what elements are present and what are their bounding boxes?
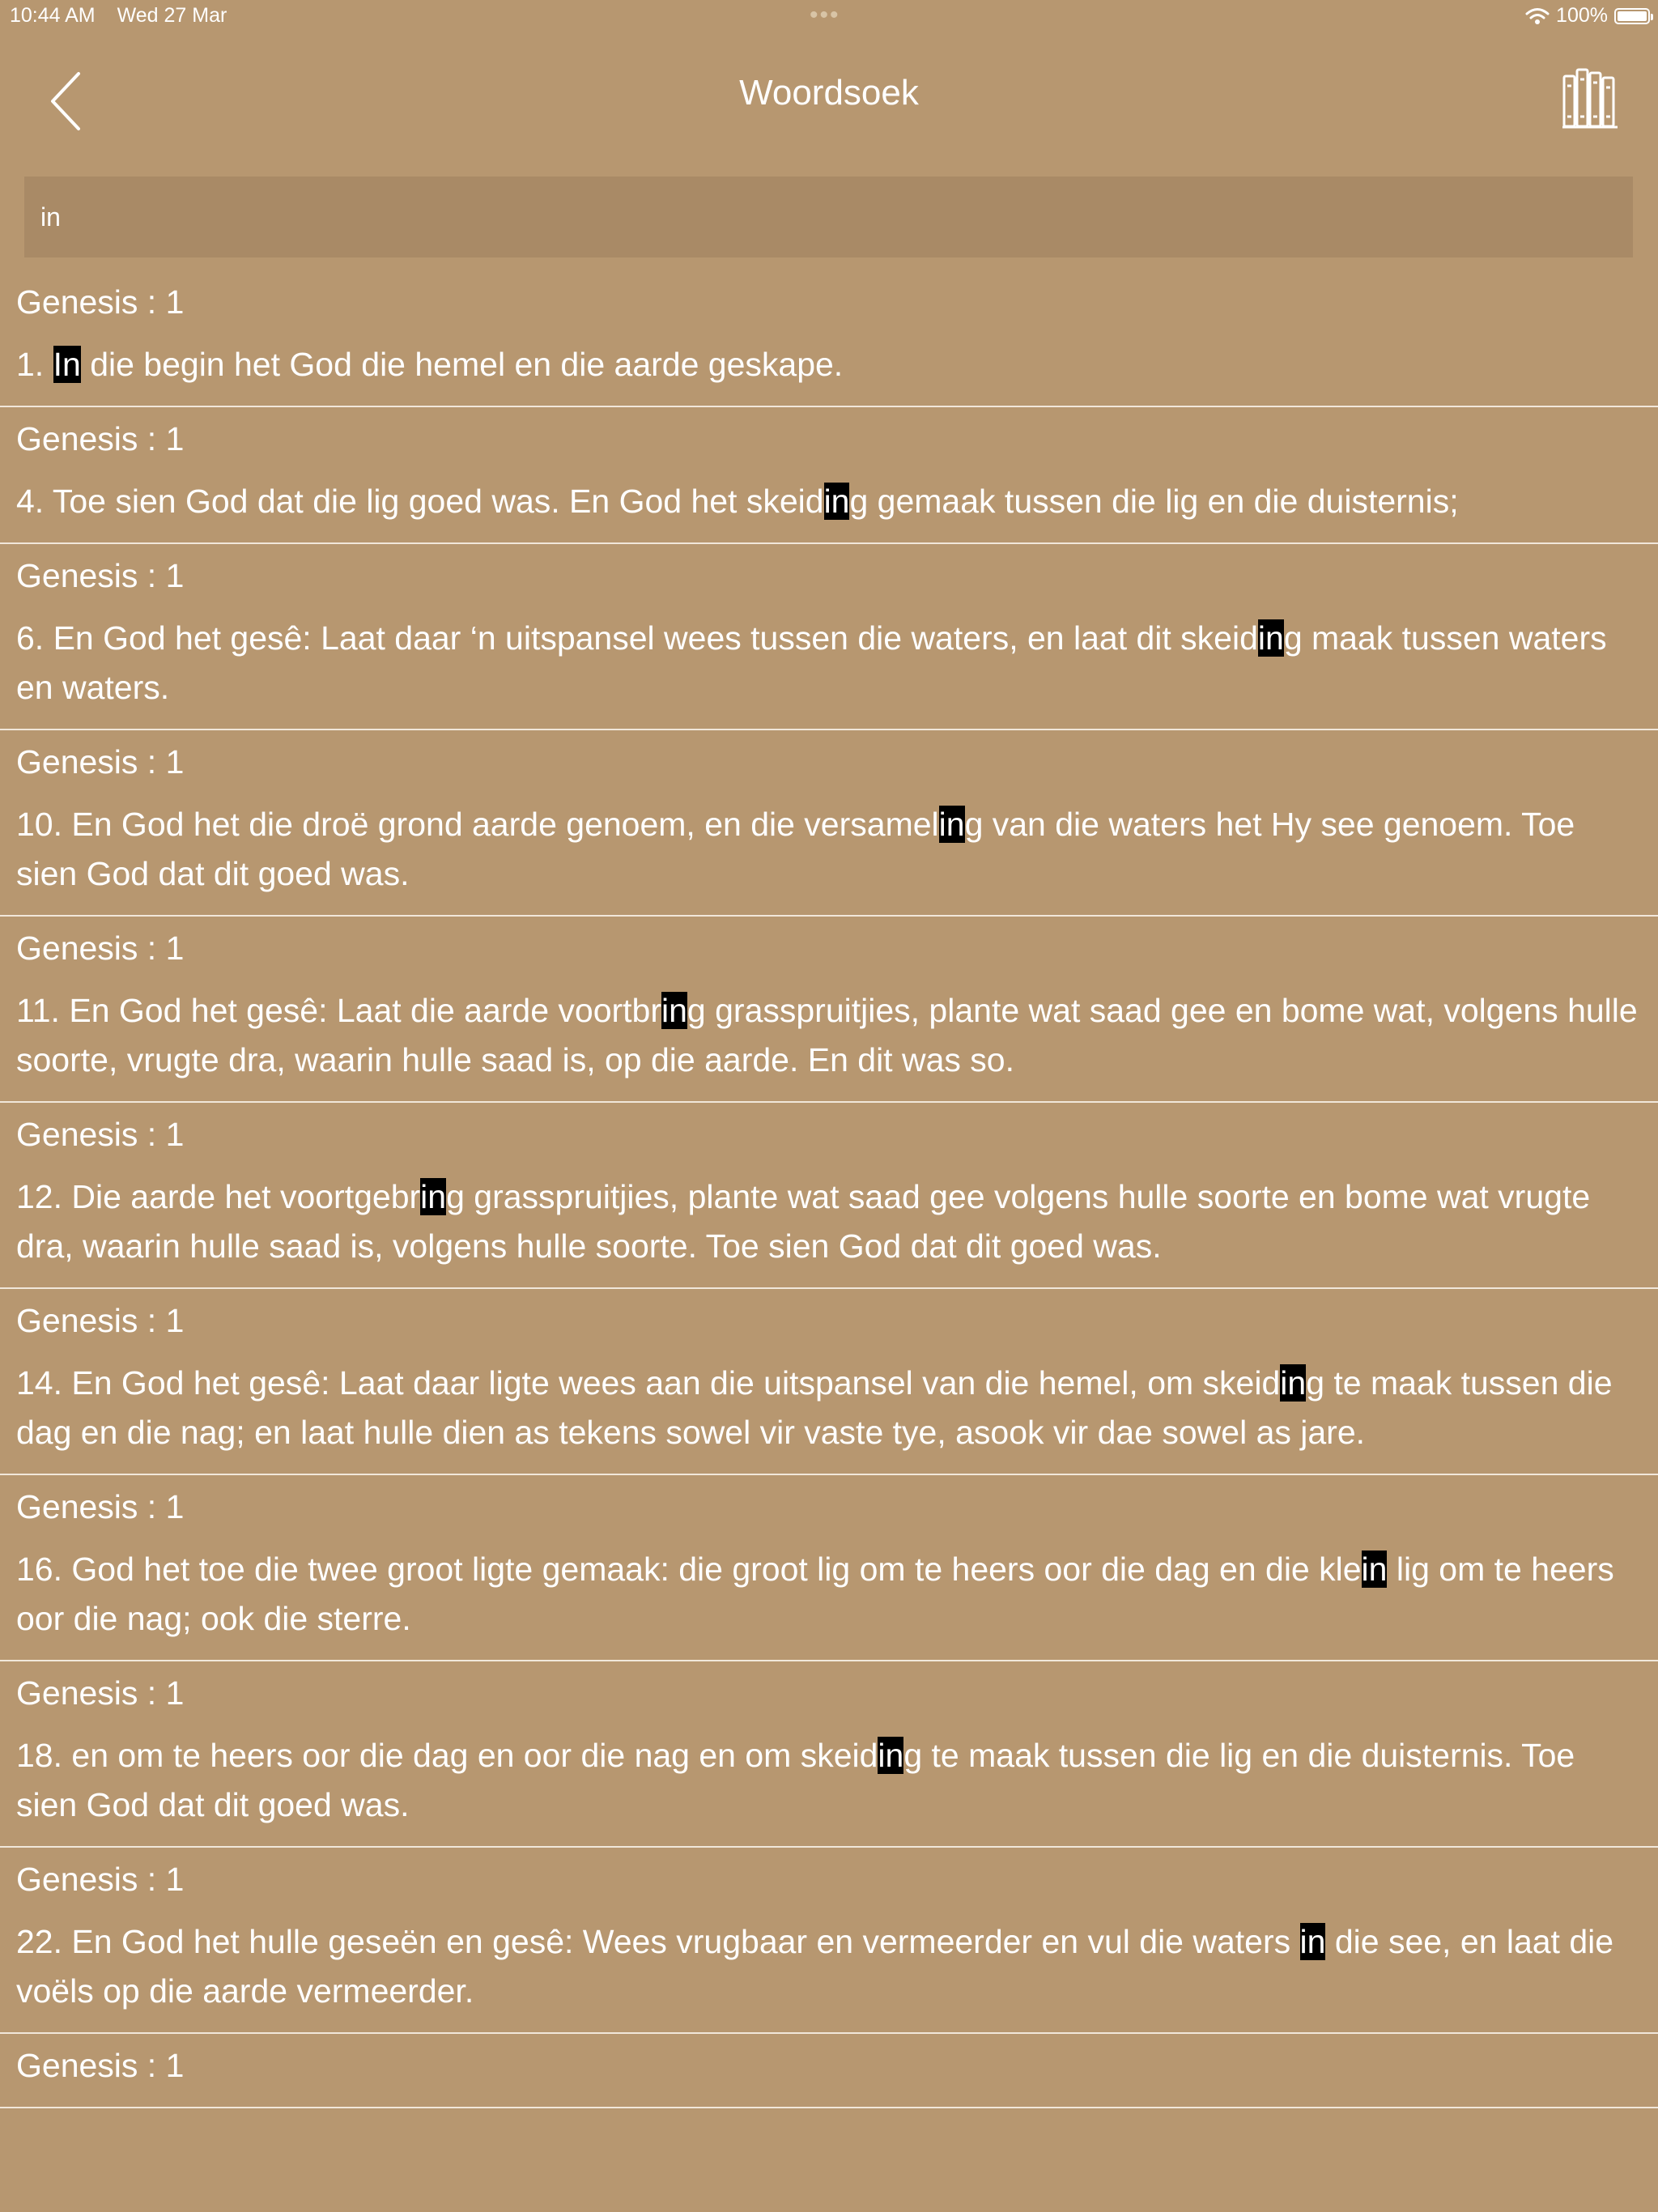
- status-date: Wed 27 Mar: [117, 4, 227, 27]
- verse-text-segment: 22. En God het hulle geseën en gesê: Wees vrugbaar en vermeerder en vul die waters: [16, 1923, 1300, 1960]
- verse-text-segment: 18. en om te heers oor die dag en oor die nag en om skeid: [16, 1737, 878, 1774]
- library-button[interactable]: [1561, 65, 1622, 130]
- result-verse-text: [16, 614, 1642, 713]
- verse-text-segment: g maak tussen waters en waters.: [16, 619, 1607, 706]
- result-reference: Genesis : 1: [16, 283, 185, 321]
- result-verse-text: [16, 1917, 1642, 2016]
- verse-text-segment: lig om te heers oor die nag; ook die sterre.: [16, 1551, 1614, 1637]
- result-reference: Genesis : 1: [16, 1302, 185, 1339]
- search-match-highlight: in: [1299, 1923, 1326, 1960]
- search-match-highlight: in: [1257, 619, 1284, 657]
- search-match-highlight: in: [938, 806, 965, 843]
- search-match-highlight: in: [878, 1737, 904, 1774]
- result-verse-text: [16, 986, 1642, 1085]
- status-time: 10:44 AM: [10, 4, 96, 27]
- multitasking-dots-icon[interactable]: •••: [810, 2, 840, 28]
- search-input[interactable]: [40, 177, 1633, 258]
- result-reference: Genesis : 1: [16, 557, 185, 594]
- verse-text-segment: g van die waters het Hy see genoem. Toe sien God dat dit goed was.: [16, 806, 1575, 892]
- bookshelf-icon: [1561, 65, 1622, 130]
- result-verse-text: [16, 1172, 1642, 1271]
- result-item[interactable]: [0, 1661, 1658, 1848]
- result-item[interactable]: [0, 1848, 1658, 2034]
- search-match-highlight: in: [1361, 1551, 1388, 1588]
- result-item[interactable]: [0, 1103, 1658, 1289]
- search-match-highlight: in: [823, 483, 850, 520]
- result-reference: Genesis : 1: [16, 1861, 185, 1898]
- result-item[interactable]: [0, 730, 1658, 917]
- results-list: [0, 270, 1658, 2108]
- verse-text-segment: 6. En God het gesê: Laat daar ‘n uitspansel wees tussen die waters, en laat dit skeid: [16, 619, 1258, 657]
- result-item[interactable]: [0, 270, 1658, 407]
- navigation-bar: [0, 32, 1658, 162]
- verse-text-segment: 14. En God het gesê: Laat daar ligte wees aan die uitspansel van die hemel, om skeid: [16, 1364, 1281, 1402]
- status-bar: [0, 0, 1658, 32]
- result-verse-text: [16, 340, 1642, 389]
- result-reference: Genesis : 1: [16, 1674, 185, 1712]
- result-item[interactable]: [0, 407, 1658, 544]
- battery-level-fill: [1618, 11, 1647, 21]
- wifi-icon: [1525, 7, 1550, 25]
- result-reference: Genesis : 1: [16, 1488, 185, 1525]
- result-item[interactable]: [0, 544, 1658, 730]
- verse-text-segment: 10. En God het die droë grond aarde genoem, en die versamel: [16, 806, 939, 843]
- verse-text-segment: g gemaak tussen die lig en die duisternis;: [849, 483, 1459, 520]
- result-item[interactable]: [0, 917, 1658, 1103]
- verse-text-segment: 16. God het toe die twee groot ligte gemaak: die groot lig om te heers oor die dag en die kle: [16, 1551, 1362, 1588]
- search-match-highlight: in: [661, 992, 687, 1029]
- verse-text-segment: 12. Die aarde het voortgebr: [16, 1178, 421, 1215]
- result-reference: Genesis : 1: [16, 1116, 185, 1153]
- verse-text-segment: g grasspruitjies, plante wat saad gee en bome wat, volgens hulle soorte, vrugte dra, waarin hulle saad is, op die aarde. En dit was so.: [16, 992, 1638, 1078]
- search-match-highlight: in: [1280, 1364, 1307, 1402]
- verse-text-segment: g te maak tussen die dag en die nag; en laat hulle dien as tekens sowel vir vaste tye, asook vir dae sowel as jare.: [16, 1364, 1613, 1451]
- result-reference: Genesis : 1: [16, 2047, 185, 2084]
- search-field[interactable]: [24, 177, 1633, 257]
- search-match-highlight: In: [53, 346, 81, 383]
- status-right: [1525, 4, 1650, 28]
- result-reference: Genesis : 1: [16, 420, 185, 457]
- search-match-highlight: in: [420, 1178, 447, 1215]
- result-item[interactable]: [0, 1289, 1658, 1475]
- status-left: [10, 4, 227, 28]
- verse-text-segment: die see, en laat die voëls op die aarde vermeerder.: [16, 1923, 1614, 2010]
- result-reference: Genesis : 1: [16, 743, 185, 781]
- verse-text-segment: 4. Toe sien God dat die lig goed was. En God het skeid: [16, 483, 824, 520]
- verse-text-segment: die begin het God die hemel en die aarde geskape.: [80, 346, 844, 383]
- verse-text-segment: g grasspruitjies, plante wat saad gee volgens hulle soorte en bome wat vrugte dra, waarin hulle saad is, volgens hulle soorte. Toe sien God dat dit goed was.: [16, 1178, 1591, 1265]
- verse-text-segment: 11. En God het gesê: Laat die aarde voortbr: [16, 992, 661, 1029]
- result-verse-text: [16, 1731, 1642, 1830]
- result-verse-text: [16, 800, 1642, 899]
- result-item[interactable]: [0, 1475, 1658, 1661]
- page-title: Woordsoek: [739, 73, 919, 113]
- battery-icon: [1614, 8, 1650, 24]
- result-item[interactable]: [0, 2034, 1658, 2108]
- verse-text-segment: 1.: [16, 346, 53, 383]
- result-verse-text: [16, 1359, 1642, 1457]
- battery-percent: 100%: [1556, 4, 1608, 27]
- verse-text-segment: g te maak tussen die lig en die duisternis. Toe sien God dat dit goed was.: [16, 1737, 1575, 1823]
- result-verse-text: [16, 477, 1642, 526]
- result-reference: Genesis : 1: [16, 929, 185, 967]
- result-verse-text: [16, 1545, 1642, 1644]
